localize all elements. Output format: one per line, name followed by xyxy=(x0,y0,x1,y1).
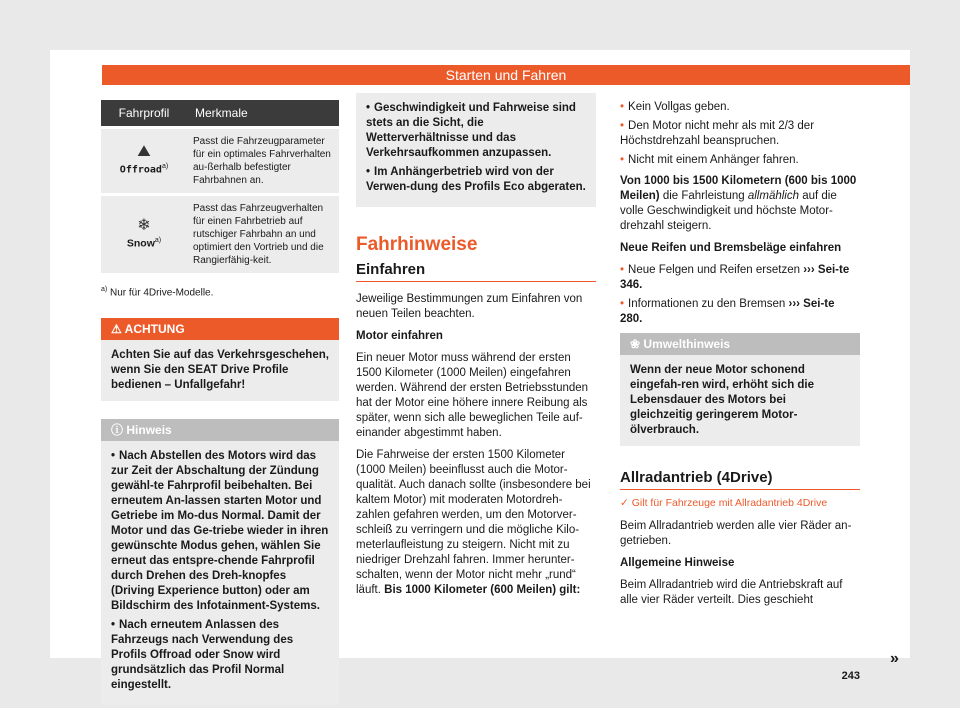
page-reference-link[interactable]: ››› Sei-te 280. xyxy=(620,298,835,325)
profile-cell: ⛰ Offroad$^{a)}$ xyxy=(101,129,187,193)
note-box xyxy=(101,419,339,705)
profile-name: Snow xyxy=(126,237,155,250)
paragraph: Von 1000 bis 1500 Kilometern (600 bis 1000 Meilen) die Fahrleistung allmählich auf die volle Geschwindigkeit und höchste Motor-drehzahl steigern. xyxy=(620,175,857,232)
profile-name: Offroad xyxy=(119,164,162,176)
heading-reifen: Neue Reifen und Bremsbeläge einfahren xyxy=(620,242,842,254)
intro-text: Jeweilige Bestimmungen zum Einfahren von neuen Teilen beachten. xyxy=(356,293,583,320)
paragraph: Beim Allradantrieb werden alle vier Räder an-getrieben. xyxy=(620,520,852,547)
heading-motor: Motor einfahren xyxy=(356,330,443,342)
profile-description: Passt die Fahrzeugparameter für ein optimales Fahrverhalten au-ßerhalb befestigter Fahrbahnen an. xyxy=(187,129,339,193)
paragraph: Die Fahrweise der ersten 1500 Kilometer (1000 Meilen) beeinflusst auch die Motor-qualität. Auch danach sollte (insbesondere bei kaltem Motor) mit moderaten Motordreh-zahlen gefahren werden, um den Motorver-schleiß zu verringern und die mögliche Kilo-meterlaufleistung zu steigern. Nicht mit zu niedriger Drehzahl fahren. Immer herunter-schalten, wenn der Motor nicht mehr „rund“ läuft. Bis 1000 Kilometer (600 Meilen) gilt: xyxy=(356,449,591,596)
environment-text: Wenn der neue Motor schonend eingefah-ren wird, erhöht sich die Lebensdauer des Motors bei gleichzeitig geringerem Motor-ölverbrauch. xyxy=(630,364,815,436)
check-icon: ✓ xyxy=(620,497,629,509)
environment-title: Umwelthinweis xyxy=(643,337,731,351)
list-item: • Neue Felgen und Reifen ersetzen ››› Sei-te 346. xyxy=(620,264,850,291)
page-reference-link[interactable]: ››› Sei-te 346. xyxy=(620,264,850,291)
footnote: $^{a)}$ Nur für 4Drive-Modelle. xyxy=(101,286,214,299)
snowflake-icon: ❄ xyxy=(137,216,151,234)
table-header-profile: Fahrprofil xyxy=(101,100,187,126)
heading-allgemein: Allgemeine Hinweise xyxy=(620,557,735,569)
info-icon: ⓘ xyxy=(111,423,124,438)
warning-title: ACHTUNG xyxy=(124,322,185,337)
list-item: • Informationen zu den Bremsen ››› Sei-te 280. xyxy=(620,298,835,325)
table-row xyxy=(101,196,339,273)
chapter-header: Starten und Fahren xyxy=(102,65,910,85)
page xyxy=(50,50,910,692)
environment-note-box xyxy=(620,333,860,446)
warning-icon: ⚠ xyxy=(111,322,122,337)
profile-cell: ❄ Snow$^{a)}$ xyxy=(101,196,187,273)
column-middle xyxy=(356,100,596,605)
note-title: Hinweis xyxy=(126,423,172,438)
table-row xyxy=(101,129,339,193)
profiles-table xyxy=(101,97,339,276)
table-header-features: Merkmale xyxy=(187,100,339,126)
page-number: 243 xyxy=(841,670,860,682)
list-item: • Nach erneutem Anlassen des Fahrzeugs nach Verwendung des Profils Offroad oder Snow wird grundsätzlich das Profil Normal eingestellt. xyxy=(111,619,294,692)
list-item: • Nach Abstellen des Motors wird das zur Zeit der Abschaltung der Zündung gewähl-te Fahrprofil beibehalten. Bei erneutem An-lassen starten Motor und Getriebe im Mo-dus Normal. Damit der Motor und das Ge-triebe wieder in ihren gewünschte Modus gehen, wählen Sie erneut das entspre-chende Fahrprofil durch Drehen des Dreh-knopfes (Driving Experience button) oder am Bildschirm des Infotainment-Systems. xyxy=(111,450,329,613)
list-item: • Nicht mit einem Anhänger fahren. xyxy=(620,154,799,166)
continue-marker: » xyxy=(890,650,899,667)
column-right xyxy=(620,100,860,615)
paragraph: Ein neuer Motor muss während der ersten 1500 Kilometer (1000 Meilen) eingefahren werden. Während der ersten Betriebsstunden hat der Motor eine höhere innere Reibung als später, wenn sich alle beweglichen Teile auf-einander abgestimmt haben. xyxy=(356,352,589,439)
warning-continuation xyxy=(356,93,596,207)
profile-description: Passt das Fahrzeugverhalten für einen Fahrbetrieb auf rutschiger Fahrbahn an und optimiert den Vortrieb und die Rangierfähig-keit. xyxy=(187,196,339,273)
column-left xyxy=(101,100,339,705)
list-item: • Den Motor nicht mehr als mit 2/3 der Höchstdrehzahl beanspruchen. xyxy=(620,120,815,147)
section-title: Fahrhinweise xyxy=(356,234,478,255)
subsection-title: Einfahren xyxy=(356,262,596,282)
list-item: • Im Anhängerbetrieb wird von der Verwen-dung des Profils Eco abgeraten. xyxy=(366,166,586,193)
applicability-note: ✓ Gilt für Fahrzeuge mit Allradantrieb 4Drive xyxy=(620,497,828,509)
list-item: • Kein Vollgas geben. xyxy=(620,101,730,113)
list-item: • Geschwindigkeit und Fahrweise sind stets an die Sicht, die Wetterverhältnisse und das Verkehrsaufkommen anzupassen. xyxy=(366,102,576,159)
section-title-allrad: Allradantrieb (4Drive) xyxy=(620,470,860,490)
mountain-icon: ⛰ xyxy=(137,143,151,161)
warning-box xyxy=(101,318,339,401)
warning-text: Achten Sie auf das Verkehrsgeschehen, wenn Sie den SEAT Drive Profile bedienen – Unfallgefahr! xyxy=(111,349,329,392)
paragraph: Beim Allradantrieb wird die Antriebskraft auf alle vier Räder verteilt. Dies geschieht xyxy=(620,579,843,606)
leaf-icon: ❀ xyxy=(630,337,641,351)
